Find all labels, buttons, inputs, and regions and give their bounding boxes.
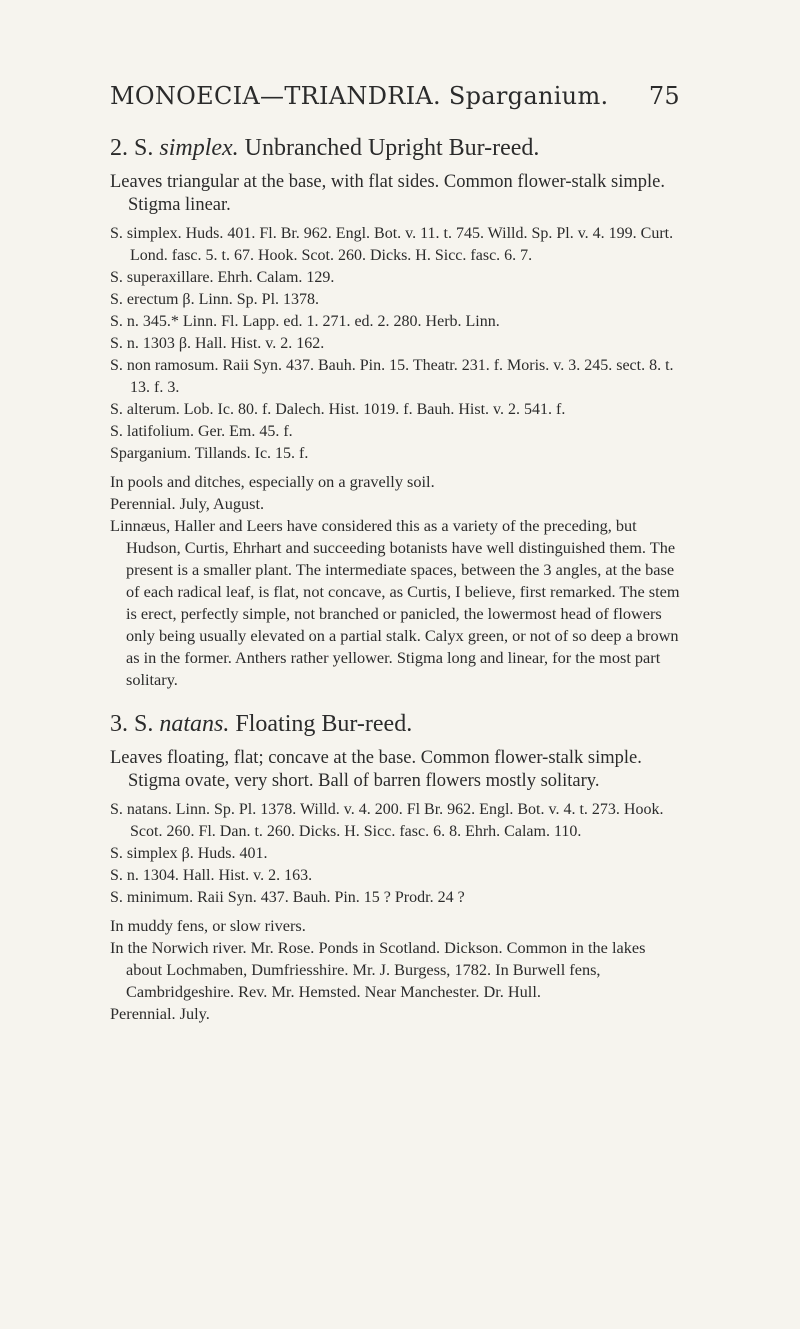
species-description: Linnæus, Haller and Leers have considered this as a variety of the preceding, but Hudson, Curtis, Ehrhart and succeeding botanists have well distinguished them. The present is a smaller plant. The intermediate spaces, between the 3 angles, at the base of each radical leaf, is flat, not concave, as Curtis, I believe, first remarked. The stem is erect, perfectly simple, not branched or panicled, the lowermost head of flowers only being usually elevated on a partial stalk. Calyx green, or not of so deep a brown as in the former. Anthers rather yellower. Stigma long and linear, for the most part solitary. [110,516,680,689]
species-entry [110,133,680,691]
synonym-line: S. n. 1304. Hall. Hist. v. 2. 163. [110,867,313,884]
synonym-line: S. simplex β. Huds. 401. [110,845,268,862]
synonym-line: S. simplex. Huds. 401. Fl. Br. 962. Engl. Bot. v. 11. t. 745. Willd. Sp. Pl. v. 4. 199. Curt. Lond. fasc. 5. t. 67. Hook. Scot. 260. Dicks. H. Sicc. fasc. 6. 7. [110,225,674,264]
species-number: 3. S. [110,711,154,737]
localities: In the Norwich river. Mr. Rose. Ponds in Scotland. Dickson. Common in the lakes about Lochmaben, Dumfriesshire. Mr. J. Burgess, 1782. In Burwell fens, Cambridgeshire. Rev. Mr. Hemsted. Near Manchester. Dr. Hull. [110,938,646,1001]
synonym-line: S. non ramosum. Raii Syn. 437. Bauh. Pin. 15. Theatr. 231. f. Moris. v. 3. 245. sect. 8. t. 13. f. 3. [110,357,674,396]
synonym-line: S. n. 1303 β. Hall. Hist. v. 2. 162. [110,335,325,352]
synonymy [110,223,680,465]
species-characters: Leaves floating, flat; concave at the base. Common flower-stalk simple. Stigma ovate, very short. Ball of barren flowers mostly solitary. [110,748,642,791]
synonymy [110,799,680,909]
page-number: 75 [648,82,680,110]
species-title [110,133,680,163]
duration-flowering: Perennial. July. [110,1004,210,1023]
synonym-line: S. natans. Linn. Sp. Pl. 1378. Willd. v. 4. 200. Fl Br. 962. Engl. Bot. v. 4. t. 273. Hook. Scot. 260. Fl. Dan. t. 260. Dicks. H. Sicc. fasc. 6. 8. Ehrh. Calam. 110. [110,801,664,840]
duration-flowering: Perennial. July, August. [110,494,265,513]
synonym-line: S. n. 345.* Linn. Fl. Lapp. ed. 1. 271. ed. 2. 280. Herb. Linn. [110,313,500,330]
species-common-name: Unbranched Upright Bur-reed. [244,135,540,161]
synonym-line: S. erectum β. Linn. Sp. Pl. 1378. [110,291,320,308]
species-entry [110,709,680,1025]
habitat: In muddy fens, or slow rivers. [110,916,306,935]
species-title [110,709,680,739]
synonym-line: S. minimum. Raii Syn. 437. Bauh. Pin. 15 ? Prodr. 24 ? [110,889,465,906]
habitat: In pools and ditches, especially on a gravelly soil. [110,472,435,491]
species-epithet: natans. [159,711,230,737]
species-number: 2. S. [110,135,154,161]
running-title: MONOECIA—TRIANDRIA. Sparganium. [110,82,609,110]
page-body [110,133,680,1025]
synonym-line: S. superaxillare. Ehrh. Calam. 129. [110,269,335,286]
species-characters: Leaves triangular at the base, with flat sides. Common flower-stalk simple. Stigma linear. [110,172,665,215]
synonym-line: S. alterum. Lob. Ic. 80. f. Dalech. Hist. 1019. f. Bauh. Hist. v. 2. 541. f. [110,401,566,418]
species-common-name: Floating Bur-reed. [235,711,413,737]
synonym-line: Sparganium. Tillands. Ic. 15. f. [110,445,309,462]
synonym-line: S. latifolium. Ger. Em. 45. f. [110,423,293,440]
species-epithet: simplex. [159,135,239,161]
